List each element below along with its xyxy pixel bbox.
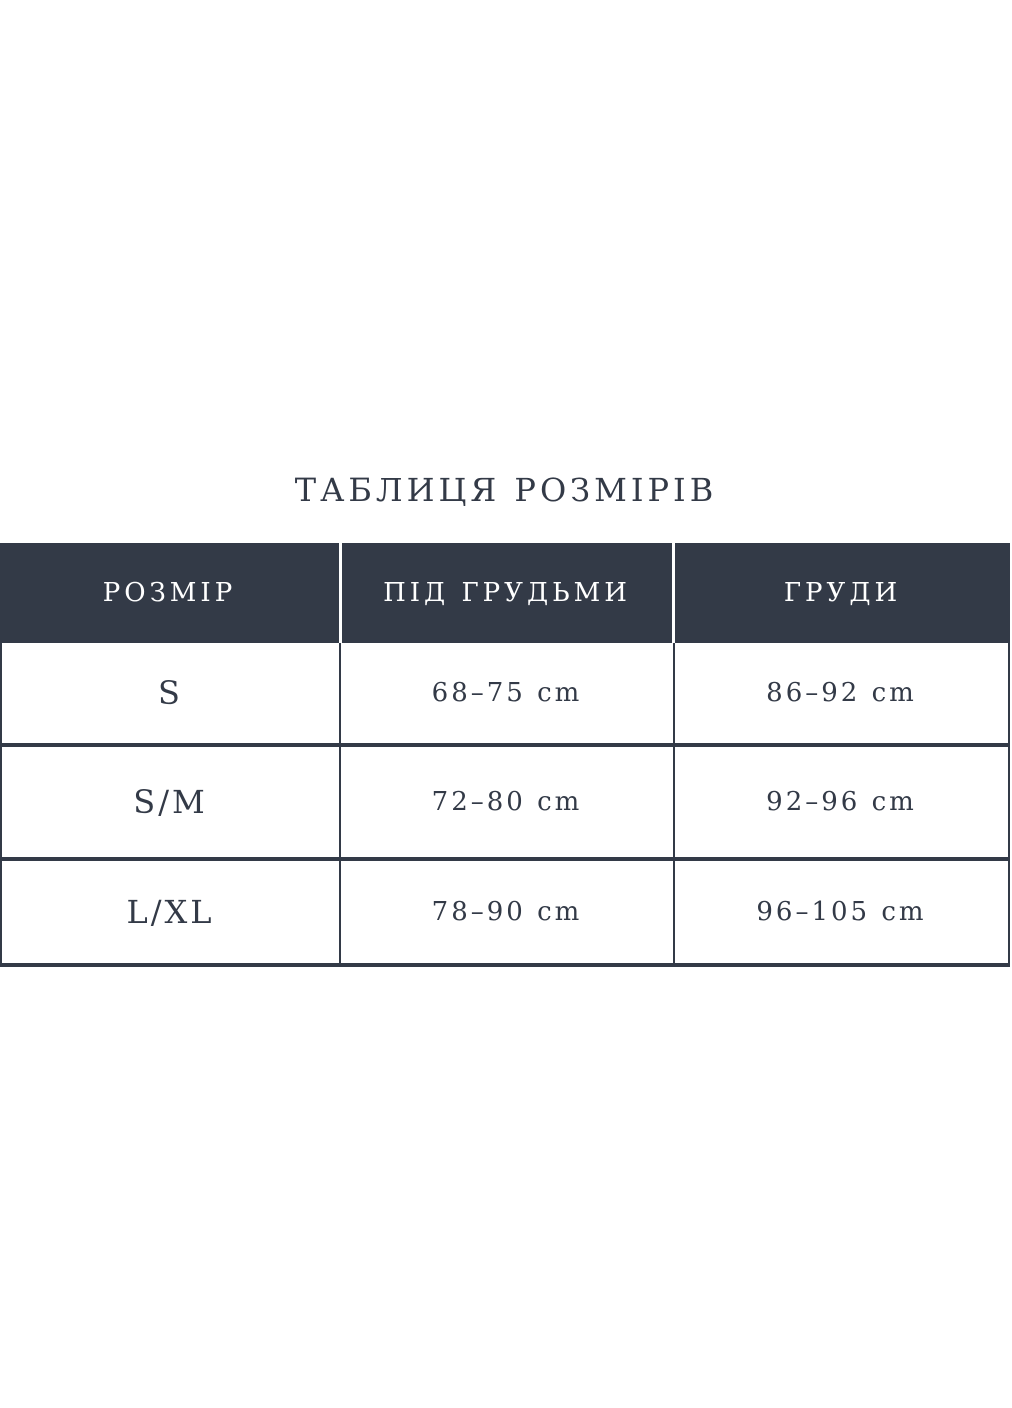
size-table xyxy=(0,543,1010,967)
bust-cell: 92–96 cm xyxy=(766,787,917,817)
table-row xyxy=(0,861,1010,967)
underbust-cell: 78–90 cm xyxy=(339,861,675,963)
size-cell: S/M xyxy=(133,783,208,821)
underbust-cell: 68–75 cm xyxy=(339,643,675,743)
bust-cell: 96–105 cm xyxy=(756,897,927,927)
underbust-cell: 72–80 cm xyxy=(339,747,675,857)
table-row xyxy=(0,747,1010,861)
page-title: ТАБЛИЦЯ РОЗМІРІВ xyxy=(294,471,718,509)
column-header-size: РОЗМІР xyxy=(102,578,237,608)
table-row xyxy=(0,643,1010,747)
size-cell: L/XL xyxy=(126,893,215,931)
table-header-row xyxy=(0,543,1010,643)
size-cell: S xyxy=(158,674,183,712)
bust-cell: 86–92 cm xyxy=(766,678,917,708)
column-header-underbust: ПІД ГРУДЬМИ xyxy=(339,543,675,643)
column-header-bust: ГРУДИ xyxy=(783,578,902,608)
